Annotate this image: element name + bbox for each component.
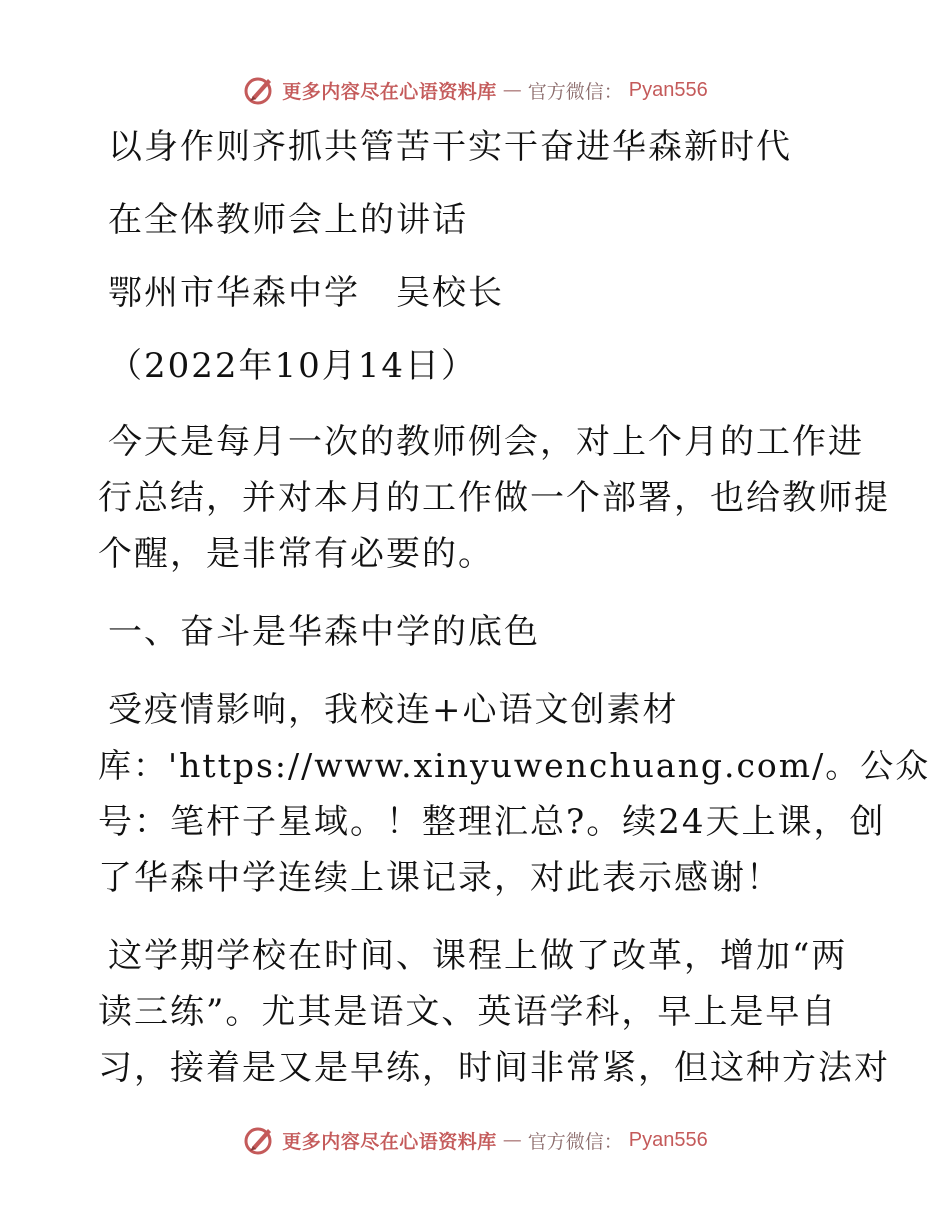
- banner-wechat-label: 官方微信：: [527, 80, 623, 103]
- paragraph-3-line-3: 习，接着是又是早练，时间非常紧，但这种方法对: [98, 1048, 890, 1088]
- paragraph-3-line-2: 读三练”。尤其是语文、英语学科，早上是早自: [98, 992, 838, 1032]
- paragraph-2-line-4: 了华森中学连续上课记录，对此表示感谢！: [98, 858, 782, 898]
- document-date: （2022年10月14日）: [108, 346, 478, 386]
- banner-separator: —: [502, 1129, 522, 1151]
- paragraph-1-line-1: 今天是每月一次的教师例会，对上个月的工作进: [108, 422, 864, 462]
- footer-banner: [0, 1120, 950, 1160]
- section-heading-1: 一、奋斗是华森中学的底色: [108, 612, 540, 652]
- document-title: 以身作则齐抓共管苦干实干奋进华森新时代: [108, 127, 792, 167]
- banner-wechat-id: Pyan556: [628, 1128, 708, 1151]
- paragraph-2-line-2: 库：'https://www.xinyuwenchuang.com/。公众: [98, 746, 931, 785]
- paragraph-3-line-1: 这学期学校在时间、课程上做了改革，增加“两: [108, 936, 848, 976]
- document-author: 鄂州市华森中学 吴校长: [108, 273, 504, 313]
- paragraph-1-line-3: 个醒，是非常有必要的。: [98, 534, 494, 574]
- paragraph-1-line-2: 行总结，并对本月的工作做一个部署，也给教师提: [98, 478, 890, 518]
- banner-text: 更多内容尽在心语资料库: [282, 80, 497, 103]
- banner-wechat-label: 官方微信：: [527, 1130, 623, 1153]
- quill-pen-logo-icon: [242, 1123, 276, 1157]
- paragraph-2-line-1: 受疫情影响，我校连+心语文创素材: [108, 690, 679, 730]
- banner-separator: —: [502, 79, 522, 101]
- banner-text: 更多内容尽在心语资料库: [282, 1130, 497, 1153]
- paragraph-2-line-3: 号：笔杆子星域。！整理汇总?。续24天上课，创: [98, 802, 886, 842]
- banner-wechat-id: Pyan556: [628, 78, 708, 101]
- document-subtitle: 在全体教师会上的讲话: [108, 200, 468, 240]
